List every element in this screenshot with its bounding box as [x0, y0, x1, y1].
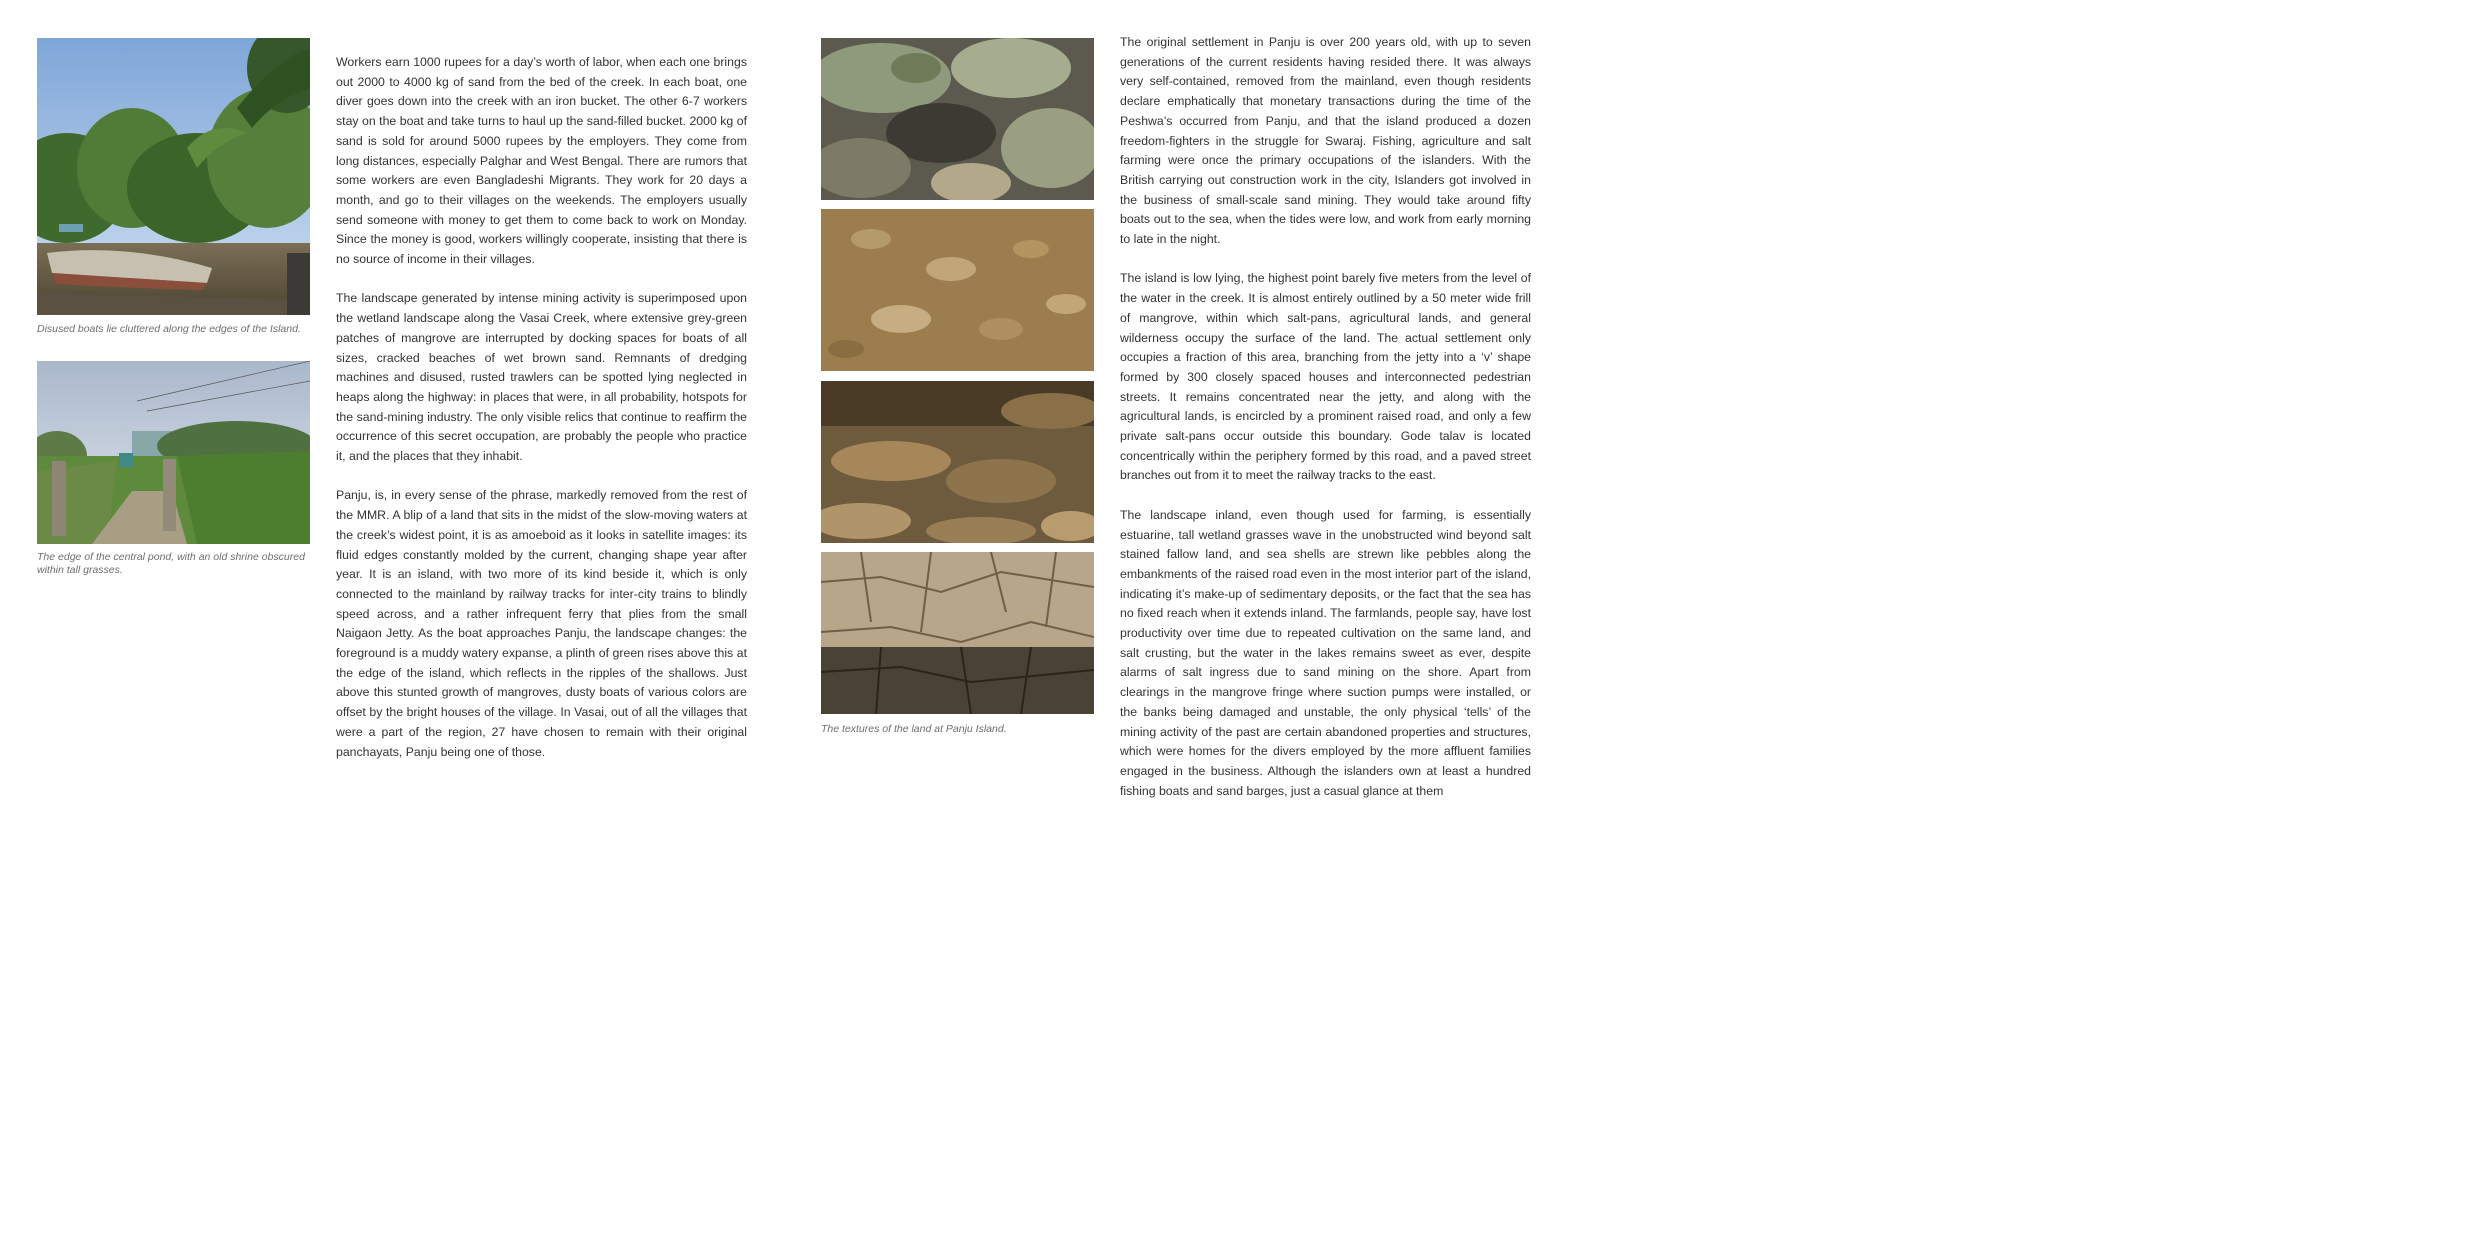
wet-sand-texture-image [821, 381, 1094, 543]
figure-caption-boats: Disused boats lie cluttered along the edges of the Island. [37, 323, 301, 335]
texture-photo-shrubs [821, 38, 1094, 200]
paragraph: Panju, is, in every sense of the phrase, markedly removed from the rest of the MMR. A blip of a land that sits in the midst of the slow-moving waters at the creek’s widest point, it is as amoeboid as it looks in satellite images: its fluid edges constantly molded by the current, changing shape year after year. It is an island, with two more of its kind beside it, which is only connected to the mainland by railway tracks for inter-city trains to blindly speed across, and a rather infrequent ferry that plies from the small Naigaon Jetty. As the boat approaches Panju, the landscape changes: the foreground is a muddy watery expanse, a plinth of green rises above this at the edge of the island, which reflects in the ripples of the shallows. Just above this stunted growth of mangroves, dusty boats of various colors are offset by the bright houses of the village. In Vasai, out of all the villages that were a part of the region, 27 have chosen to remain with their original panchayats, Panju being one of those. [336, 488, 747, 759]
paragraph: Workers earn 1000 rupees for a day’s worth of labor, when each one brings out 2000 to 4000 kg of sand from the bed of the creek. In each boat, one diver goes down into the creek with an iron bucket. The other 6-7 workers stay on the boat and take turns to haul up the sand-filled bucket. 2000 kg of sand is sold for around 5000 rupees by the employers. They come from long distances, especially Palghar and West Bengal. There are rumors that some workers are even Bangladeshi Migrants. They work for 20 days a month, and go to their villages on the weekends. The employers usually send someone with money to get them to come back to work on Monday. Since the money is good, workers willingly cooperate, insisting that there is no source of income in their villages. [336, 55, 747, 267]
paragraph: The island is low lying, the highest point barely five meters from the level of the water in the creek. It is almost entirely outlined by a 50 meter wide frill of mangrove, within which salt-pans, agricultural lands, and general wilderness occupy the surface of the land. The actual settlement only occupies a fraction of this area, branching from the jetty into a ‘v’ shape formed by 300 closely spaced houses and interconnected pedestrian streets. It remains concentrated near the jetty, and along with the agricultural lands, is encircled by a prominent raised road, and only a few private salt-pans occur outside this boundary. Gode talav is located concentrically within the periphery formed by this road, and a paved street branches out from it to meet the railway tracks to the east. [1120, 271, 1531, 483]
figure-caption-textures: The textures of the land at Panju Island. [821, 723, 1007, 735]
texture-photo-wet-sand [821, 381, 1094, 543]
cracked-mud-texture-image [821, 552, 1094, 714]
left-body-text [336, 53, 747, 782]
boats-mangrove-image [37, 38, 310, 315]
photo-boats-island [37, 38, 310, 315]
photo-pond-shrine [37, 361, 310, 544]
mud-texture-image [821, 209, 1094, 371]
pond-shrine-image [37, 361, 310, 544]
right-body-text [1120, 33, 1531, 821]
paragraph: The original settlement in Panju is over 200 years old, with up to seven generations of the current residents having resided there. It was always very self-contained, removed from the mainland, even though residents declare emphatically that monetary transactions during the time of the Peshwa’s occurred from Panju, and that the island produced a dozen freedom-fighters in the struggle for Swaraj. Fishing, agriculture and salt farming were once the primary occupations of the islanders. With the British carrying out construction work in the city, Islanders got involved in the business of small-scale sand mining. They would take around fifty boats out to the sea, when the tides were low, and work from early morning to late in the night. [1120, 35, 1531, 247]
figure-caption-pond: The edge of the central pond, with an old shrine obscured within tall grasses. [37, 551, 305, 576]
shrubs-texture-image [821, 38, 1094, 200]
paragraph: The landscape generated by intense mining activity is superimposed upon the wetland landscape along the Vasai Creek, where extensive grey-green patches of mangrove are interrupted by docking spaces for boats of all sizes, cracked beaches of wet brown sand. Remnants of dredging machines and disused, rusted trawlers can be spotted lying neglected in heaps along the highway: in places that were, in all probability, hotspots for the sand-mining industry. The only visible relics that continue to reaffirm the occurrence of this secret occupation, are probably the people who practice it, and the places that they inhabit. [336, 291, 747, 464]
paragraph: The landscape inland, even though used for farming, is essentially estuarine, tall wetland grasses wave in the unobstructed wind beyond salt stained fallow land, and sea shells are strewn like pebbles along the embankments of the raised road even in the most interior part of the island, indicating it’s make-up of sedimentary deposits, or the fact that the sea has no fixed reach when it extends inland. The farmlands, people say, have lost productivity over time due to repeated cultivation on the same land, and salt crusting, but the water in the lakes remains sweet as ever, despite alarms of salt ingress due to sand mining on the shore. Apart from clearings in the mangrove fringe where suction pumps were installed, or the banks being damaged and unstable, the only physical ‘tells’ of the mining activity of the past are certain abandoned properties and structures, which were homes for the divers employed by the more affluent families engaged in the business. Although the islanders own at least a hundred fishing boats and sand barges, just a casual glance at them [1120, 507, 1531, 798]
texture-photo-mud [821, 209, 1094, 371]
texture-photo-cracked-mud [821, 552, 1094, 714]
